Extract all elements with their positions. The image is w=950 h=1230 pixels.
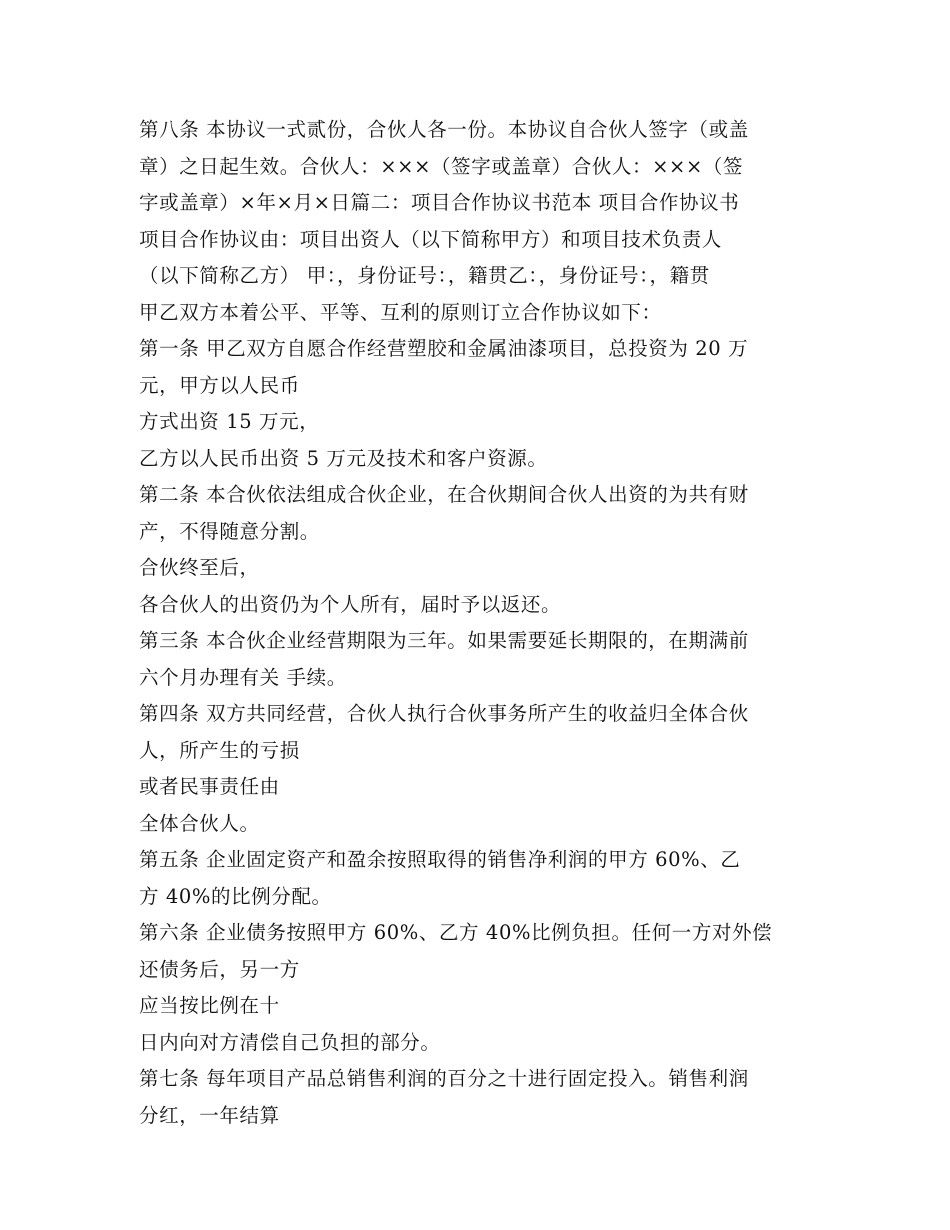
text-line: 六个月办理有关 手续。: [139, 665, 347, 689]
text-line: 产，不得随意分割。: [139, 519, 320, 543]
text-line: 方式出资 15 万元，: [139, 410, 320, 433]
text-line: 日内向对方清偿自己负担的部分。: [139, 1030, 441, 1054]
text-line: 各合伙人的出资仍为个人所有，届时予以返还。: [139, 592, 562, 616]
text-line: 全体合伙人。: [139, 811, 260, 835]
text-line: 合伙终至后，: [139, 556, 260, 579]
text-line: 甲乙双方本着公平、平等、互利的原则订立合作协议如下：: [139, 300, 662, 324]
text-line: 第七条 每年项目产品总销售利润的百分之十进行固定投入。销售利润: [139, 1067, 749, 1090]
text-line: 第四条 双方共同经营，合伙人执行合伙事务所产生的收益归全体合伙: [139, 702, 749, 725]
text-line: 元，甲方以人民币: [139, 373, 300, 397]
document-body: [139, 112, 819, 1134]
text-line: 第三条 本合伙企业经营期限为三年。如果需要延长期限的，在期满前: [139, 629, 749, 652]
text-line: 第八条 本协议一式贰份，合伙人各一份。本协议自合伙人签字（或盖: [139, 118, 749, 141]
text-line: 第二条 本合伙依法组成合伙企业，在合伙期间合伙人出资的为共有财: [139, 483, 749, 506]
text-line: 第五条 企业固定资产和盈余按照取得的销售净利润的甲方 60%、乙: [139, 848, 741, 871]
text-line: 方 40%的比例分配。: [139, 884, 332, 908]
text-line: 或者民事责任由: [139, 775, 280, 798]
text-line: 还债务后，另一方: [139, 957, 300, 981]
text-line: 字或盖章）×年×月×日篇二：项目合作协议书范本 项目合作协议书: [139, 191, 740, 214]
text-line: 项目合作协议由：项目出资人（以下简称甲方）和项目技术负责人: [139, 227, 722, 251]
text-line: 应当按比例在十: [139, 994, 280, 1017]
text-line: 乙方以人民币出资 5 万元及技术和客户资源。: [139, 446, 548, 470]
text-line: 章）之日起生效。合伙人：×××（签字或盖章）合伙人：×××（签: [139, 154, 744, 178]
text-line: 第一条 甲乙双方自愿合作经营塑胶和金属油漆项目，总投资为 20 万: [139, 337, 749, 360]
text-line: 人，所产生的亏损: [139, 738, 300, 762]
text-line: （以下简称乙方） 甲：，身份证号：，籍贯乙：，身份证号：，籍贯: [139, 264, 710, 287]
text-line: 第六条 企业债务按照甲方 60%、乙方 40%比例负担。任何一方对外偿: [139, 921, 773, 944]
text-line: 分红，一年结算: [139, 1103, 280, 1127]
